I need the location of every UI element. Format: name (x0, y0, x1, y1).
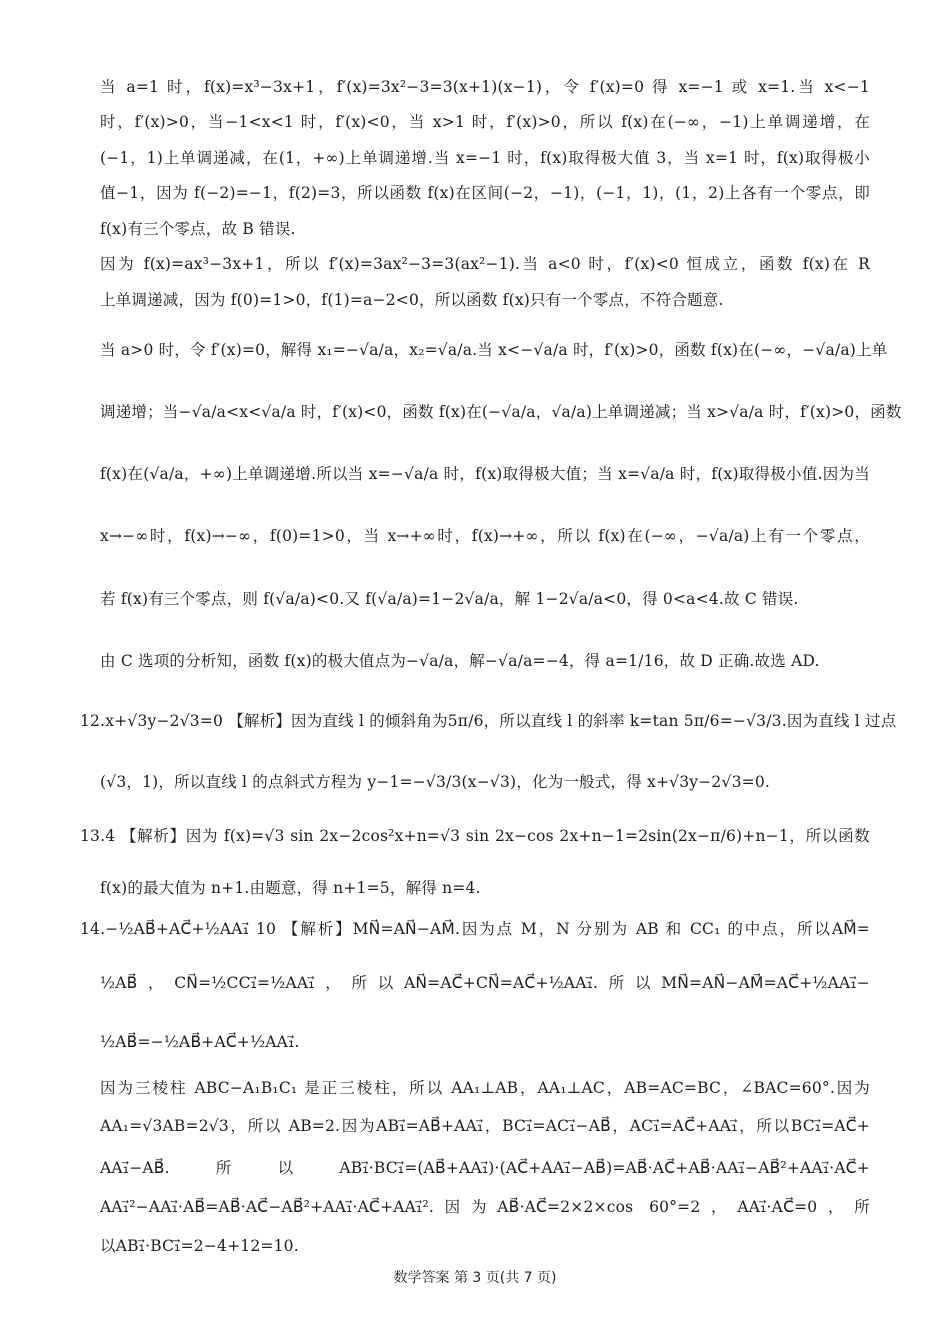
text-line: AA₁=√3AB=2√3，所以 AB=2.因为AB₁⃗=AB⃗+AA₁⃗，BC₁⃗=AC₁⃗−AB⃗，AC₁⃗=AC⃗+AA₁⃗，所以BC₁⃗=AC⃗+ (100, 1117, 870, 1135)
text-line: f(x)在(√a/a，+∞)上单调递增.所以当 x=−√a/a 时，f(x)取得极大值；当 x=√a/a 时，f(x)取得极小值.因为当 (100, 465, 870, 483)
text-line: 由 C 选项的分析知，函数 f(x)的极大值点为−√a/a，解−√a/a=−4，得 a=1/16，故 D 正确.故选 AD. (100, 652, 820, 670)
text-line: f(x)有三个零点，故 B 错误. (100, 220, 296, 238)
text-line: 因为 f(x)=ax³−3x+1，所以 f′(x)=3ax²−3=3(ax²−1).当 a<0 时，f′(x)<0 恒成立，函数 f(x)在 R (100, 255, 870, 273)
text-line: ½AB⃗，CN⃗=½CC₁⃗=½AA₁⃗，所以AN⃗=AC⃗+CN⃗=AC⃗+½AA₁⃗.所以MN⃗=AN⃗−AM⃗=AC⃗+½AA₁⃗− (100, 974, 870, 992)
text-line: 因为三棱柱 ABC−A₁B₁C₁ 是正三棱柱，所以 AA₁⊥AB，AA₁⊥AC，AB=AC=BC，∠BAC=60°.因为 (100, 1079, 870, 1097)
text-line: x→−∞时，f(x)→−∞，f(0)=1>0，当 x→+∞时，f(x)→+∞，所以 f(x)在(−∞，−√a/a)上有一个零点， (100, 527, 870, 545)
text-line: 当 a>0 时，令 f′(x)=0，解得 x₁=−√a/a，x₂=√a/a.当 x<−√a/a 时，f′(x)>0，函数 f(x)在(−∞，−√a/a)上单 (100, 341, 888, 359)
text-line: 当 a=1 时，f(x)=x³−3x+1，f′(x)=3x²−3=3(x+1)(x−1)，令 f′(x)=0 得 x=−1 或 x=1.当 x<−1 (100, 78, 870, 96)
text-line: AA₁⃗²−AA₁⃗·AB⃗=AB⃗·AC⃗−AB⃗²+AA₁⃗·AC⃗+AA₁⃗².因为AB⃗·AC⃗=2×2×cos 60°=2，AA₁⃗·AC⃗=0，所 (100, 1198, 870, 1216)
text-line: ½AB⃗=−½AB⃗+AC⃗+½AA₁⃗. (100, 1033, 300, 1051)
text-line: (√3，1)，所以直线 l 的点斜式方程为 y−1=−√3/3(x−√3)，化为一般式，得 x+√3y−2√3=0. (100, 773, 771, 791)
text-line: 上单调递减，因为 f(0)=1>0，f(1)=a−2<0，所以函数 f(x)只有一个零点，不符合题意. (100, 291, 724, 309)
text-line: (−1，1)上单调递减，在(1，+∞)上单调递增.当 x=−1 时，f(x)取得极大值 3，当 x=1 时，f(x)取得极小 (100, 149, 870, 167)
answer-14: 14.−½AB⃗+AC⃗+½AA₁⃗ 10 【解析】MN⃗=AN⃗−AM⃗.因为点 M，N 分别为 AB 和 CC₁ 的中点，所以AM⃗= (80, 920, 870, 938)
text-line: 调递增；当−√a/a<x<√a/a 时，f′(x)<0，函数 f(x)在(−√a/a，√a/a)上单调递减；当 x>√a/a 时，f′(x)>0，函数 (100, 403, 902, 421)
text-line: AA₁⃗−AB⃗.所以AB₁⃗·BC₁⃗=(AB⃗+AA₁⃗)·(AC⃗+AA₁⃗−AB⃗)=AB⃗·AC⃗+AB⃗·AA₁⃗−AB⃗²+AA₁⃗·AC⃗+ (100, 1159, 870, 1177)
text-line: 若 f(x)有三个零点，则 f(√a/a)<0.又 f(√a/a)=1−2√a/a，解 1−2√a/a<0，得 0<a<4.故 C 错误. (100, 590, 799, 608)
text-line: 值−1，因为 f(−2)=−1，f(2)=3，所以函数 f(x)在区间(−2，−1)，(−1，1)，(1，2)上各有一个零点，即 (100, 184, 870, 202)
text-line: 以AB₁⃗·BC₁⃗=2−4+12=10. (100, 1237, 299, 1255)
answer-12: 12.x+√3y−2√3=0 【解析】因为直线 l 的倾斜角为5π/6，所以直线 l 的斜率 k=tan 5π/6=−√3/3.因为直线 l 过点 (80, 712, 897, 730)
page-footer: 数学答案 第 3 页(共 7 页) (393, 1270, 557, 1286)
answer-13: 13.4 【解析】因为 f(x)=√3 sin 2x−2cos²x+n=√3 sin 2x−cos 2x+n−1=2sin(2x−π/6)+n−1，所以函数 (80, 827, 870, 845)
text-line: 时，f′(x)>0，当−1<x<1 时，f′(x)<0，当 x>1 时，f′(x)>0，所以 f(x)在(−∞，−1)上单调递增，在 (100, 113, 870, 131)
text-line: f(x)的最大值为 n+1.由题意，得 n+1=5，解得 n=4. (100, 879, 481, 897)
